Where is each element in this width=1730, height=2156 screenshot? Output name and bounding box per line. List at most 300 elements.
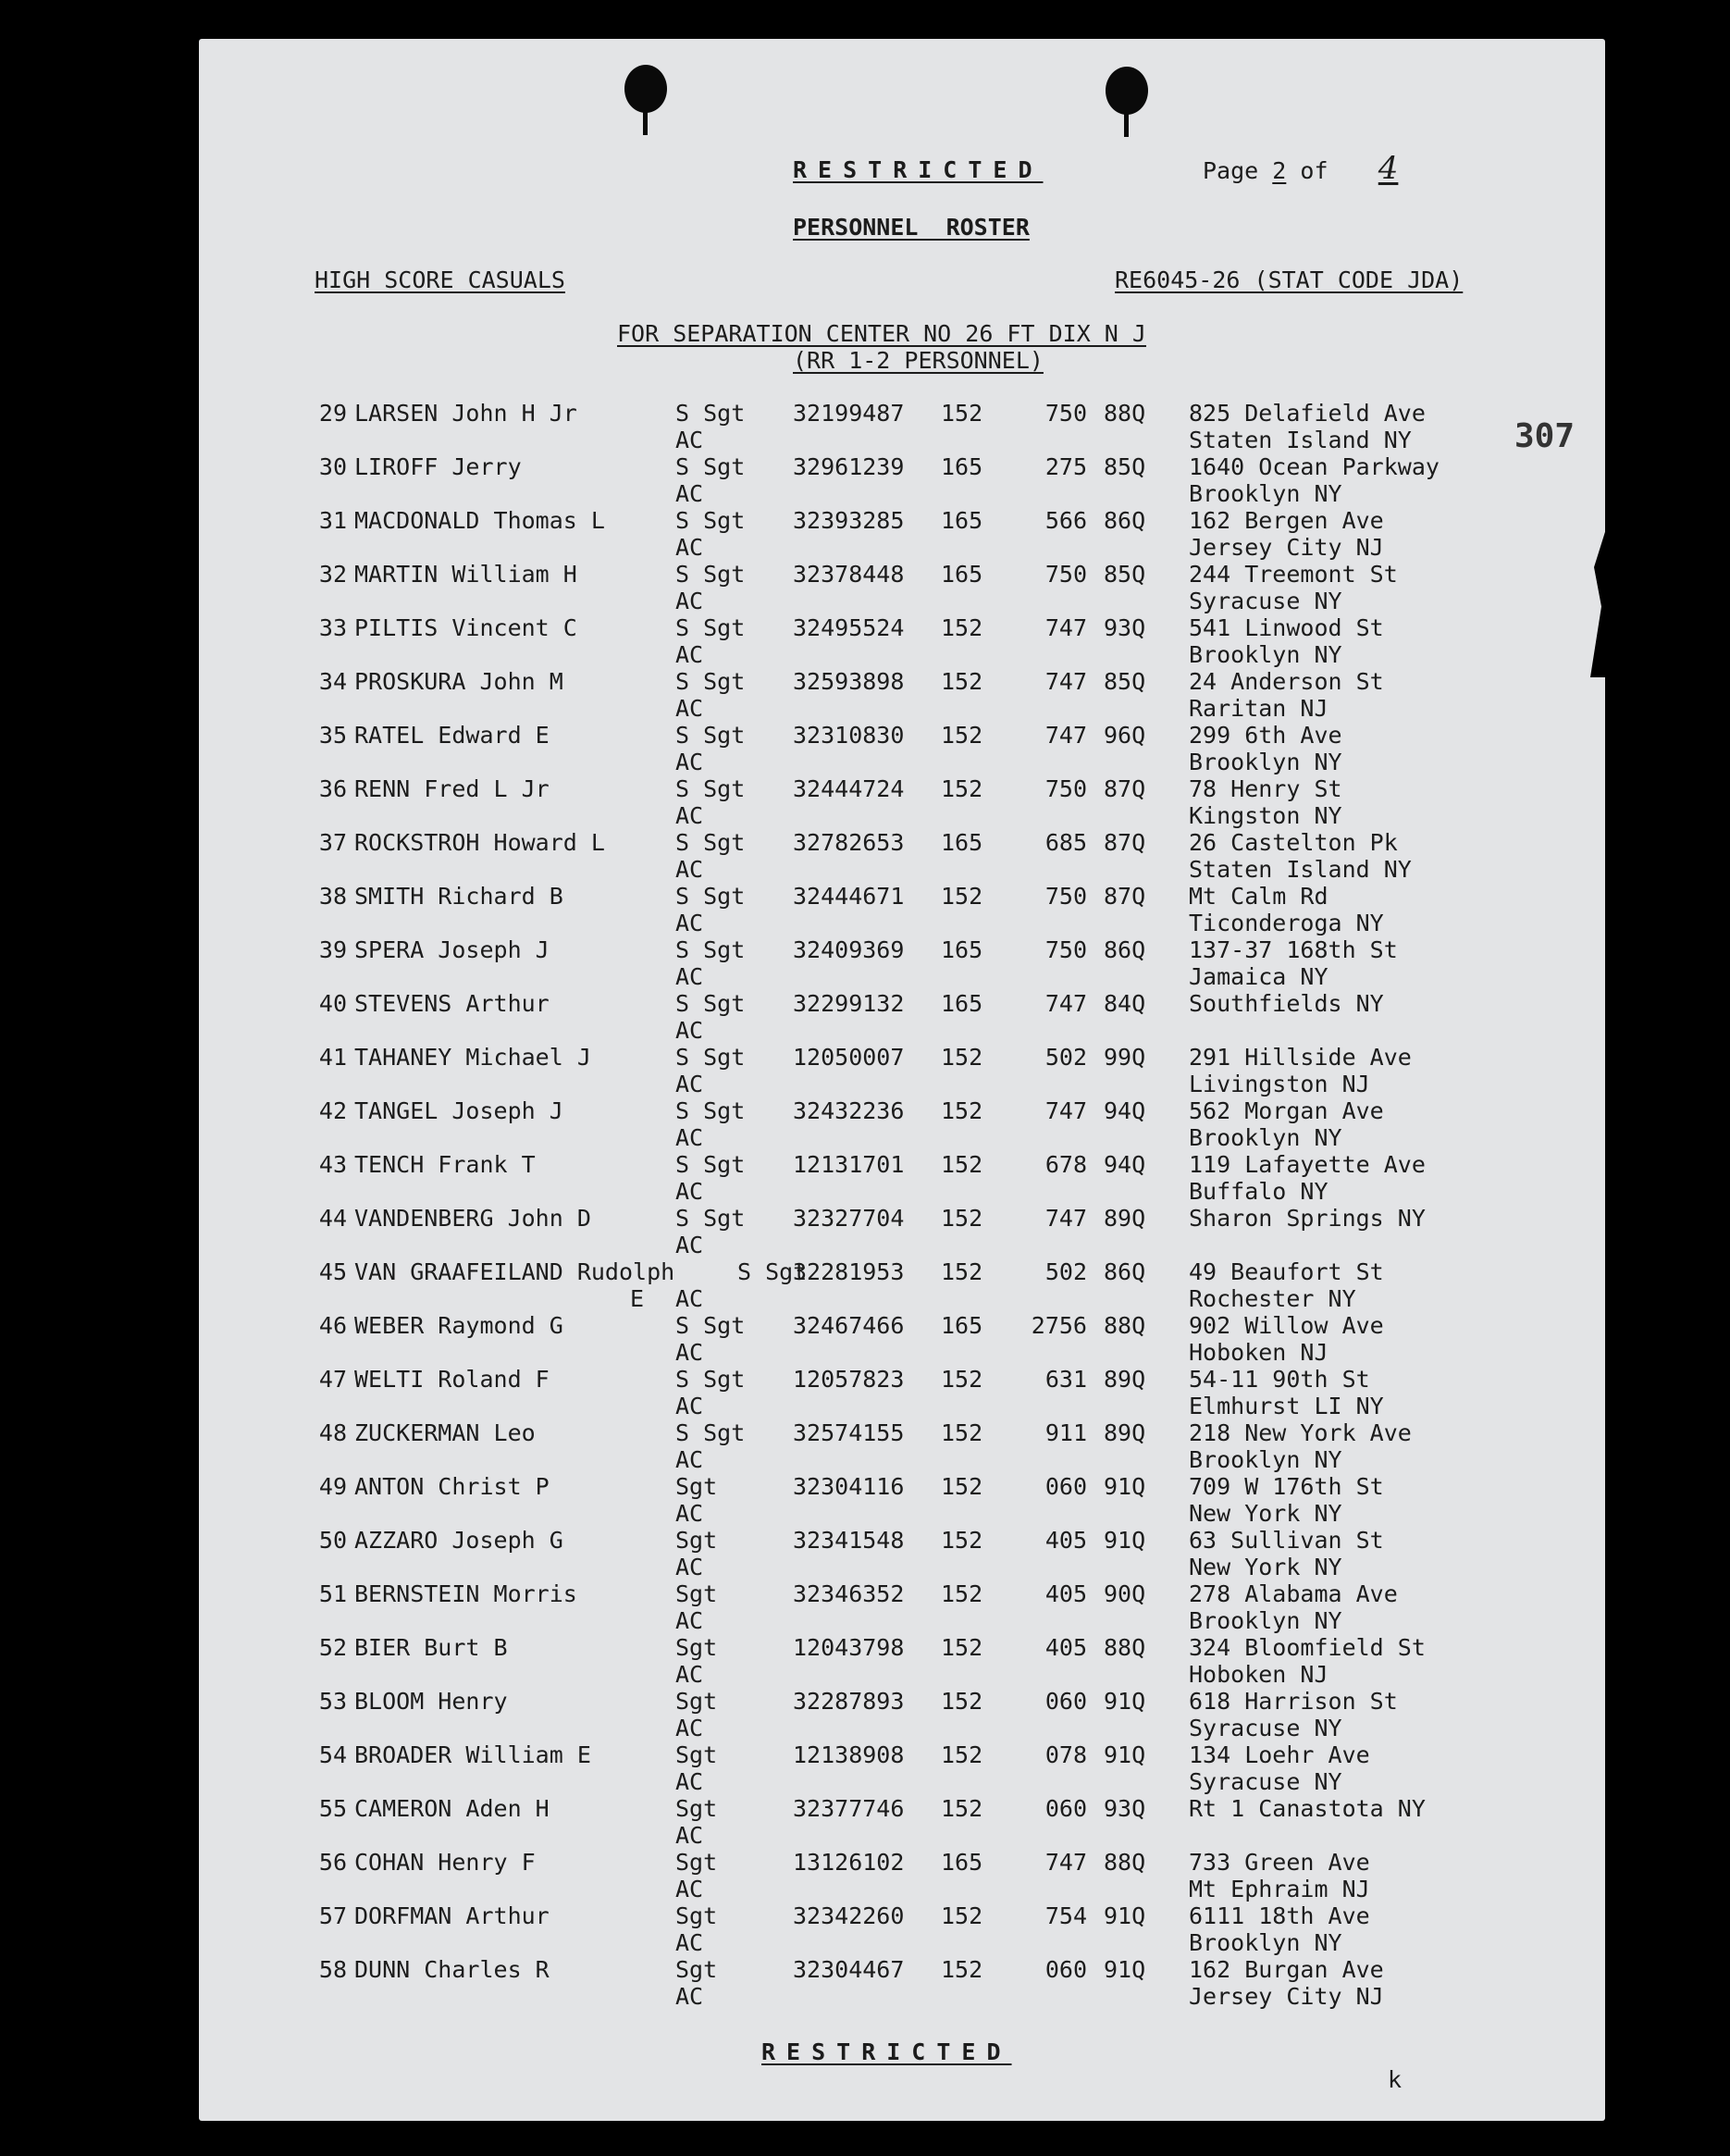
cell-c3: 85Q — [1104, 668, 1146, 695]
cell-c3: 91Q — [1104, 1527, 1146, 1554]
cell-serial: 32299132 — [793, 990, 905, 1017]
cell-c1: 152 — [941, 1741, 983, 1768]
cell-addr1: 291 Hillside Ave — [1189, 1044, 1412, 1071]
page-prefix: Page — [1203, 157, 1259, 184]
cell-addr1: 134 Loehr Ave — [1189, 1741, 1370, 1768]
cell-grade: S Sgt — [675, 561, 746, 588]
cell-serial: 32341548 — [793, 1527, 905, 1554]
cell-grade: Sgt — [675, 1580, 718, 1607]
cell-num: 37 — [318, 829, 347, 856]
cell-c2: 747 — [1044, 1205, 1087, 1232]
cell-ac: AC — [675, 588, 704, 614]
cell-serial: 12057823 — [793, 1366, 905, 1393]
cell-serial: 32467466 — [793, 1312, 905, 1339]
cell-addr1: 825 Delafield Ave — [1189, 400, 1426, 427]
cell-c2: 502 — [1044, 1258, 1087, 1285]
cell-addr2: Mt Ephraim NJ — [1189, 1876, 1370, 1902]
cell-addr2: Elmhurst LI NY — [1189, 1393, 1384, 1419]
cell-serial: 12131701 — [793, 1151, 905, 1178]
destination-line-1: FOR SEPARATION CENTER NO 26 FT DIX N J — [617, 320, 1146, 347]
cell-c1: 165 — [941, 1849, 983, 1876]
cell-c2: 502 — [1044, 1044, 1087, 1071]
page-of: of — [1300, 157, 1328, 184]
cell-ac: AC — [675, 1768, 704, 1795]
cell-c1: 165 — [941, 936, 983, 963]
cell-addr2: Hoboken NJ — [1189, 1661, 1328, 1688]
cell-num: 32 — [318, 561, 347, 588]
cell-addr1: 78 Henry St — [1189, 775, 1342, 802]
cell-num: 54 — [318, 1741, 347, 1768]
cell-addr1: 49 Beaufort St — [1189, 1258, 1384, 1285]
cell-addr1: 137-37 168th St — [1189, 936, 1398, 963]
table-row — [199, 775, 1605, 829]
cell-ac: AC — [675, 749, 704, 775]
table-row — [199, 1473, 1605, 1527]
cell-c3: 93Q — [1104, 614, 1146, 641]
cell-c1: 152 — [941, 1580, 983, 1607]
cell-ac: AC — [675, 1715, 704, 1741]
cell-c3: 87Q — [1104, 883, 1146, 910]
cell-c3: 91Q — [1104, 1902, 1146, 1929]
cell-serial: 32342260 — [793, 1902, 905, 1929]
cell-ac: AC — [675, 534, 704, 561]
cell-addr2: Jamaica NY — [1189, 963, 1328, 990]
page-total: 4 — [1378, 150, 1399, 187]
cell-addr2: Kingston NY — [1189, 802, 1342, 829]
cell-c2: 405 — [1044, 1527, 1087, 1554]
cell-name: CAMERON Aden H — [354, 1795, 550, 1822]
cell-grade: S Sgt — [675, 722, 746, 749]
cell-name: BLOOM Henry — [354, 1688, 508, 1715]
cell-serial: 12043798 — [793, 1634, 905, 1661]
cell-addr2: Brooklyn NY — [1189, 749, 1342, 775]
cell-addr1: 218 New York Ave — [1189, 1419, 1412, 1446]
cell-c3: 85Q — [1104, 561, 1146, 588]
cell-c1: 152 — [941, 883, 983, 910]
cell-addr1: 709 W 176th St — [1189, 1473, 1384, 1500]
cell-c2: 566 — [1044, 507, 1087, 534]
cell-addr1: Rt 1 Canastota NY — [1189, 1795, 1426, 1822]
cell-ac: AC — [675, 1876, 704, 1902]
cell-c1: 152 — [941, 1151, 983, 1178]
cell-name: TANGEL Joseph J — [354, 1097, 563, 1124]
cell-grade: S Sgt — [675, 668, 746, 695]
cell-grade: Sgt — [675, 1741, 718, 1768]
cell-c1: 165 — [941, 507, 983, 534]
cell-ac: AC — [675, 427, 704, 453]
cell-addr1: 162 Bergen Ave — [1189, 507, 1384, 534]
cell-c3: 88Q — [1104, 400, 1146, 427]
cell-c3: 99Q — [1104, 1044, 1146, 1071]
table-row — [199, 1044, 1605, 1097]
table-row — [199, 1902, 1605, 1956]
table-row — [199, 1205, 1605, 1258]
cell-c3: 86Q — [1104, 507, 1146, 534]
cell-num: 38 — [318, 883, 347, 910]
cell-c1: 152 — [941, 668, 983, 695]
cell-ac: AC — [675, 856, 704, 883]
cell-addr2: Hoboken NJ — [1189, 1339, 1328, 1366]
cell-name: RENN Fred L Jr — [354, 775, 550, 802]
cell-addr1: 1640 Ocean Parkway — [1189, 453, 1440, 480]
cell-name: ZUCKERMAN Leo — [354, 1419, 536, 1446]
cell-name: VAN GRAAFEILAND Rudolph — [354, 1258, 675, 1285]
cell-num: 36 — [318, 775, 347, 802]
punch-hole — [1106, 67, 1148, 115]
cell-name: TAHANEY Michael J — [354, 1044, 591, 1071]
cell-c1: 152 — [941, 1634, 983, 1661]
cell-c3: 87Q — [1104, 775, 1146, 802]
cell-addr2: Brooklyn NY — [1189, 480, 1342, 507]
cell-c2: 060 — [1044, 1473, 1087, 1500]
cell-ac: AC — [675, 963, 704, 990]
cell-c2: 747 — [1044, 1849, 1087, 1876]
cell-name-continuation: E — [630, 1285, 645, 1312]
table-row — [199, 829, 1605, 883]
cell-ac: AC — [675, 1393, 704, 1419]
table-row — [199, 668, 1605, 722]
cell-addr1: Southfields NY — [1189, 990, 1384, 1017]
cell-serial: 32593898 — [793, 668, 905, 695]
cell-num: 57 — [318, 1902, 347, 1929]
cell-name: SMITH Richard B — [354, 883, 563, 910]
cell-name: LARSEN John H Jr — [354, 400, 577, 427]
cell-c3: 87Q — [1104, 829, 1146, 856]
cell-addr2: Staten Island NY — [1189, 427, 1412, 453]
cell-addr1: 119 Lafayette Ave — [1189, 1151, 1426, 1178]
cell-addr1: Mt Calm Rd — [1189, 883, 1328, 910]
cell-name: DUNN Charles R — [354, 1956, 550, 1983]
cell-ac: AC — [675, 641, 704, 668]
cell-c2: 747 — [1044, 990, 1087, 1017]
cell-grade: S Sgt — [675, 507, 746, 534]
cell-serial: 32310830 — [793, 722, 905, 749]
cell-name: PILTIS Vincent C — [354, 614, 577, 641]
cell-num: 31 — [318, 507, 347, 534]
cell-name: ROCKSTROH Howard L — [354, 829, 605, 856]
cell-c2: 405 — [1044, 1634, 1087, 1661]
cell-name: ANTON Christ P — [354, 1473, 550, 1500]
cell-addr2: Staten Island NY — [1189, 856, 1412, 883]
cell-c1: 152 — [941, 1205, 983, 1232]
cell-c3: 88Q — [1104, 1312, 1146, 1339]
table-row — [199, 453, 1605, 507]
cell-ac: AC — [675, 1929, 704, 1956]
cell-c3: 85Q — [1104, 453, 1146, 480]
cell-c1: 165 — [941, 453, 983, 480]
cell-serial: 32432236 — [793, 1097, 905, 1124]
cell-addr2: Brooklyn NY — [1189, 1124, 1342, 1151]
table-row — [199, 1634, 1605, 1688]
cell-ac: AC — [675, 1661, 704, 1688]
cell-num: 45 — [318, 1258, 347, 1285]
cell-c2: 750 — [1044, 883, 1087, 910]
cell-num: 34 — [318, 668, 347, 695]
cell-serial: 32199487 — [793, 400, 905, 427]
cell-num: 41 — [318, 1044, 347, 1071]
cell-addr2: Jersey City NJ — [1189, 534, 1384, 561]
table-row — [199, 1956, 1605, 2010]
cell-serial: 32378448 — [793, 561, 905, 588]
cell-num: 30 — [318, 453, 347, 480]
table-row — [199, 400, 1605, 453]
table-row — [199, 614, 1605, 668]
cell-c3: 89Q — [1104, 1366, 1146, 1393]
cell-grade: S Sgt — [675, 1366, 746, 1393]
cell-grade: S Sgt — [675, 775, 746, 802]
cell-addr2: Syracuse NY — [1189, 1768, 1342, 1795]
cell-num: 42 — [318, 1097, 347, 1124]
cell-c3: 94Q — [1104, 1097, 1146, 1124]
cell-serial: 13126102 — [793, 1849, 905, 1876]
table-row — [199, 561, 1605, 614]
cell-addr2: New York NY — [1189, 1500, 1342, 1527]
cell-addr1: 324 Bloomfield St — [1189, 1634, 1426, 1661]
cell-addr1: 299 6th Ave — [1189, 722, 1342, 749]
table-row — [199, 883, 1605, 936]
cell-serial: 32782653 — [793, 829, 905, 856]
cell-num: 29 — [318, 400, 347, 427]
cell-c1: 152 — [941, 1956, 983, 1983]
cell-grade: S Sgt — [675, 1151, 746, 1178]
table-row — [199, 722, 1605, 775]
cell-c3: 91Q — [1104, 1473, 1146, 1500]
cell-serial: 12050007 — [793, 1044, 905, 1071]
cell-num: 58 — [318, 1956, 347, 1983]
cell-num: 43 — [318, 1151, 347, 1178]
cell-addr1: Sharon Springs NY — [1189, 1205, 1426, 1232]
cell-c1: 152 — [941, 614, 983, 641]
cell-grade: S Sgt — [675, 453, 746, 480]
cell-num: 44 — [318, 1205, 347, 1232]
cell-name: WELTI Roland F — [354, 1366, 550, 1393]
cell-addr1: 902 Willow Ave — [1189, 1312, 1384, 1339]
cell-serial: 32377746 — [793, 1795, 905, 1822]
destination-line-2: (RR 1-2 PERSONNEL) — [793, 347, 1044, 374]
cell-c2: 405 — [1044, 1580, 1087, 1607]
cell-serial: 32287893 — [793, 1688, 905, 1715]
cell-ac: AC — [675, 802, 704, 829]
table-row — [199, 990, 1605, 1044]
cell-addr1: 26 Castelton Pk — [1189, 829, 1398, 856]
cell-addr2: Jersey City NJ — [1189, 1983, 1384, 2010]
cell-addr2: Syracuse NY — [1189, 1715, 1342, 1741]
cell-addr1: 63 Sullivan St — [1189, 1527, 1384, 1554]
cell-serial: 32409369 — [793, 936, 905, 963]
cell-ac: AC — [675, 1983, 704, 2010]
cell-ac: AC — [675, 1554, 704, 1580]
cell-c3: 86Q — [1104, 1258, 1146, 1285]
cell-c1: 152 — [941, 1258, 983, 1285]
cell-ac: AC — [675, 1607, 704, 1634]
cell-name: BROADER William E — [354, 1741, 591, 1768]
cell-c1: 152 — [941, 1795, 983, 1822]
cell-c2: 750 — [1044, 936, 1087, 963]
cell-num: 49 — [318, 1473, 347, 1500]
cell-ac: AC — [675, 1446, 704, 1473]
cell-grade: Sgt — [675, 1688, 718, 1715]
cell-c1: 152 — [941, 1097, 983, 1124]
cell-c3: 88Q — [1104, 1634, 1146, 1661]
cell-serial: 32346352 — [793, 1580, 905, 1607]
cell-c2: 685 — [1044, 829, 1087, 856]
table-row — [199, 1580, 1605, 1634]
cell-grade: S Sgt — [675, 829, 746, 856]
cell-grade: S Sgt — [675, 614, 746, 641]
cell-c1: 152 — [941, 1366, 983, 1393]
cell-num: 55 — [318, 1795, 347, 1822]
cell-addr2: Syracuse NY — [1189, 588, 1342, 614]
page-number: 2 — [1272, 157, 1287, 184]
cell-ac: AC — [675, 1822, 704, 1849]
table-row — [199, 1741, 1605, 1795]
cell-c1: 152 — [941, 1419, 983, 1446]
cell-c1: 165 — [941, 990, 983, 1017]
cell-c3: 89Q — [1104, 1205, 1146, 1232]
cell-c2: 275 — [1044, 453, 1087, 480]
cell-ac: AC — [675, 1124, 704, 1151]
cell-c2: 911 — [1044, 1419, 1087, 1446]
cell-addr2: New York NY — [1189, 1554, 1342, 1580]
table-row — [199, 1366, 1605, 1419]
cell-serial: 32393285 — [793, 507, 905, 534]
cell-grade: S Sgt — [675, 936, 746, 963]
table-row — [199, 1419, 1605, 1473]
cell-addr2: Brooklyn NY — [1189, 641, 1342, 668]
restricted-footer: RESTRICTED — [761, 2038, 1012, 2065]
cell-grade: S Sgt — [675, 1312, 746, 1339]
cell-c1: 152 — [941, 722, 983, 749]
cell-num: 47 — [318, 1366, 347, 1393]
cell-serial: 32961239 — [793, 453, 905, 480]
cell-c2: 078 — [1044, 1741, 1087, 1768]
cell-addr1: 733 Green Ave — [1189, 1849, 1370, 1876]
cell-name: BERNSTEIN Morris — [354, 1580, 577, 1607]
cell-c3: 86Q — [1104, 936, 1146, 963]
cell-addr2: Brooklyn NY — [1189, 1929, 1342, 1956]
cell-addr1: 6111 18th Ave — [1189, 1902, 1370, 1929]
cell-ac: AC — [675, 1339, 704, 1366]
cell-c1: 152 — [941, 1044, 983, 1071]
cell-c3: 96Q — [1104, 722, 1146, 749]
cell-c1: 152 — [941, 1688, 983, 1715]
table-row — [199, 1151, 1605, 1205]
cell-addr2: Buffalo NY — [1189, 1178, 1328, 1205]
table-row — [199, 936, 1605, 990]
cell-ac: AC — [675, 480, 704, 507]
cell-c3: 90Q — [1104, 1580, 1146, 1607]
cell-name: AZZARO Joseph G — [354, 1527, 563, 1554]
table-row — [199, 507, 1605, 561]
roster-title: PERSONNEL ROSTER — [793, 214, 1030, 241]
cell-grade: S Sgt — [675, 1097, 746, 1124]
cell-name: DORFMAN Arthur — [354, 1902, 550, 1929]
cell-serial: 32304116 — [793, 1473, 905, 1500]
cell-name: PROSKURA John M — [354, 668, 563, 695]
table-row — [199, 1097, 1605, 1151]
cell-c2: 060 — [1044, 1688, 1087, 1715]
cell-ac: AC — [675, 1285, 704, 1312]
cell-c3: 88Q — [1104, 1849, 1146, 1876]
cell-grade: S Sgt — [675, 1205, 746, 1232]
cell-c2: 678 — [1044, 1151, 1087, 1178]
cell-c3: 93Q — [1104, 1795, 1146, 1822]
cell-addr2: Brooklyn NY — [1189, 1446, 1342, 1473]
cell-ac: AC — [675, 695, 704, 722]
table-row — [199, 1795, 1605, 1849]
cell-c1: 152 — [941, 1473, 983, 1500]
cell-serial: 12138908 — [793, 1741, 905, 1768]
margin-stamp: 307 — [1514, 417, 1576, 455]
cell-addr2: Rochester NY — [1189, 1285, 1356, 1312]
cell-c3: 91Q — [1104, 1956, 1146, 1983]
cell-serial: 32327704 — [793, 1205, 905, 1232]
cell-serial: 32574155 — [793, 1419, 905, 1446]
cell-addr2: Brooklyn NY — [1189, 1607, 1342, 1634]
cell-num: 53 — [318, 1688, 347, 1715]
page-initial: k — [1388, 2066, 1403, 2093]
cell-serial: 32304467 — [793, 1956, 905, 1983]
cell-c2: 2756 — [1031, 1312, 1087, 1339]
cell-ac: AC — [675, 1500, 704, 1527]
cell-name: SPERA Joseph J — [354, 936, 550, 963]
cell-c3: 84Q — [1104, 990, 1146, 1017]
cell-name: MARTIN William H — [354, 561, 577, 588]
cell-num: 56 — [318, 1849, 347, 1876]
cell-grade: S Sgt — [675, 400, 746, 427]
cell-ac: AC — [675, 1232, 704, 1258]
cell-c1: 152 — [941, 400, 983, 427]
cell-grade: S Sgt — [675, 1044, 746, 1071]
cell-c1: 152 — [941, 775, 983, 802]
cell-c1: 165 — [941, 829, 983, 856]
cell-c3: 89Q — [1104, 1419, 1146, 1446]
table-row — [199, 1688, 1605, 1741]
cell-grade: Sgt — [675, 1795, 718, 1822]
table-row — [199, 1849, 1605, 1902]
cell-c1: 152 — [941, 1527, 983, 1554]
cell-serial: 32281953 — [793, 1258, 905, 1285]
cell-addr1: 541 Linwood St — [1189, 614, 1384, 641]
cell-c2: 750 — [1044, 400, 1087, 427]
cell-ac: AC — [675, 1017, 704, 1044]
punch-hole — [624, 65, 667, 113]
cell-grade: Sgt — [675, 1902, 718, 1929]
cell-num: 51 — [318, 1580, 347, 1607]
table-row — [199, 1527, 1605, 1580]
cell-name: LIROFF Jerry — [354, 453, 522, 480]
cell-serial: 32495524 — [793, 614, 905, 641]
cell-grade: S Sgt — [675, 1419, 746, 1446]
restricted-heading: RESTRICTED — [793, 156, 1044, 183]
cell-name: VANDENBERG John D — [354, 1205, 591, 1232]
cell-serial: 32444671 — [793, 883, 905, 910]
cell-grade: Sgt — [675, 1956, 718, 1983]
cell-num: 40 — [318, 990, 347, 1017]
cell-c2: 750 — [1044, 561, 1087, 588]
cell-c2: 060 — [1044, 1795, 1087, 1822]
table-row — [199, 1258, 1605, 1312]
cell-num: 39 — [318, 936, 347, 963]
cell-name: WEBER Raymond G — [354, 1312, 563, 1339]
cell-grade: S Sgt — [737, 1258, 808, 1285]
cell-addr2: Livingston NJ — [1189, 1071, 1370, 1097]
reference-code: RE6045-26 (STAT CODE JDA) — [1115, 266, 1464, 293]
cell-c3: 94Q — [1104, 1151, 1146, 1178]
cell-c3: 91Q — [1104, 1688, 1146, 1715]
cell-addr2: Raritan NJ — [1189, 695, 1328, 722]
cell-ac: AC — [675, 1071, 704, 1097]
